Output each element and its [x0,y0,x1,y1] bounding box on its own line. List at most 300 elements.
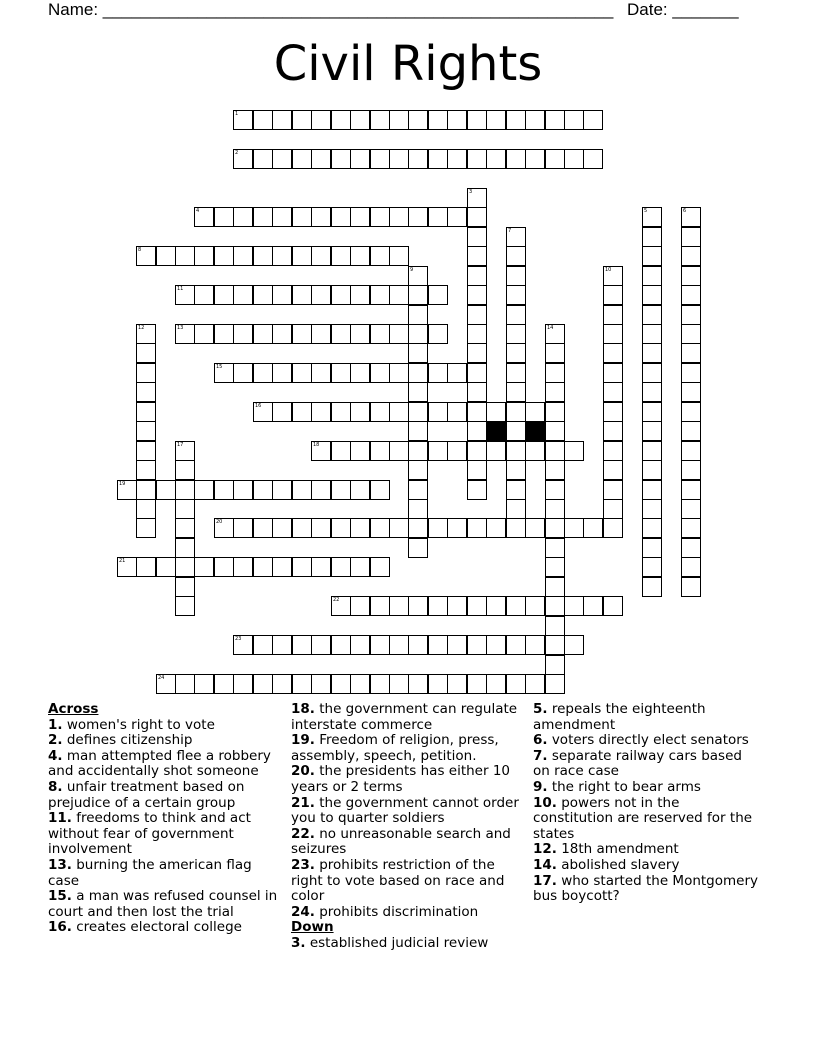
crossword-cell[interactable] [331,363,351,383]
crossword-cell[interactable] [311,557,331,577]
crossword-cell[interactable] [681,421,701,441]
crossword-cell[interactable] [506,246,526,266]
crossword-cell[interactable] [370,207,390,227]
crossword-cell[interactable] [408,266,428,286]
crossword-cell[interactable] [408,674,428,694]
crossword-cell[interactable] [292,635,312,655]
crossword-cell[interactable] [408,421,428,441]
crossword-cell[interactable] [467,227,487,247]
crossword-cell[interactable] [428,207,448,227]
crossword-cell[interactable] [681,557,701,577]
crossword-cell[interactable] [583,149,603,169]
crossword-cell[interactable] [603,324,623,344]
crossword-cell[interactable] [370,246,390,266]
crossword-cell[interactable] [194,285,214,305]
crossword-cell[interactable] [292,402,312,422]
crossword-cell[interactable] [233,363,253,383]
crossword-cell[interactable] [331,674,351,694]
crossword-cell[interactable] [408,149,428,169]
crossword-cell[interactable] [136,402,156,422]
crossword-cell[interactable] [253,480,273,500]
crossword-cell[interactable] [350,149,370,169]
date-field[interactable]: Date: _______ [627,0,739,19]
crossword-cell[interactable] [292,518,312,538]
crossword-cell[interactable] [233,110,253,130]
crossword-cell[interactable] [175,285,195,305]
crossword-cell[interactable] [214,363,234,383]
crossword-cell[interactable] [331,518,351,538]
crossword-cell[interactable] [136,480,156,500]
crossword-cell[interactable] [486,674,506,694]
crossword-cell[interactable] [350,246,370,266]
crossword-cell[interactable] [214,324,234,344]
crossword-cell[interactable] [233,518,253,538]
crossword-cell[interactable] [506,305,526,325]
crossword-cell[interactable] [331,635,351,655]
crossword-cell[interactable] [603,596,623,616]
crossword-cell[interactable] [175,577,195,597]
crossword-cell[interactable] [272,480,292,500]
crossword-cell[interactable] [408,480,428,500]
crossword-cell[interactable] [311,324,331,344]
crossword-cell[interactable] [408,343,428,363]
crossword-cell[interactable] [389,149,409,169]
crossword-cell[interactable] [681,518,701,538]
crossword-cell[interactable] [681,441,701,461]
crossword-cell[interactable] [467,343,487,363]
crossword-cell[interactable] [311,363,331,383]
crossword-cell[interactable] [370,635,390,655]
crossword-cell[interactable] [681,402,701,422]
crossword-cell[interactable] [681,246,701,266]
crossword-cell[interactable] [525,149,545,169]
crossword-cell[interactable] [331,110,351,130]
crossword-cell[interactable] [253,635,273,655]
crossword-cell[interactable] [545,343,565,363]
crossword-cell[interactable] [642,518,662,538]
crossword-cell[interactable] [603,480,623,500]
crossword-cell[interactable] [331,596,351,616]
crossword-cell[interactable] [428,324,448,344]
crossword-cell[interactable] [642,441,662,461]
crossword-cell[interactable] [292,324,312,344]
crossword-cell[interactable] [564,635,584,655]
crossword-cell[interactable] [545,382,565,402]
crossword-cell[interactable] [311,110,331,130]
crossword-cell[interactable] [564,149,584,169]
crossword-cell[interactable] [272,285,292,305]
crossword-cell[interactable] [389,110,409,130]
crossword-cell[interactable] [681,207,701,227]
crossword-cell[interactable] [447,441,467,461]
crossword-cell[interactable] [467,110,487,130]
crossword-cell[interactable] [194,557,214,577]
crossword-cell[interactable] [447,635,467,655]
crossword-cell[interactable] [253,402,273,422]
crossword-cell[interactable] [194,324,214,344]
crossword-cell[interactable] [486,518,506,538]
crossword-cell[interactable] [136,518,156,538]
crossword-cell[interactable] [408,363,428,383]
crossword-cell[interactable] [525,402,545,422]
crossword-cell[interactable] [370,402,390,422]
crossword-cell[interactable] [525,518,545,538]
crossword-cell[interactable] [272,518,292,538]
crossword-cell[interactable] [467,363,487,383]
crossword-cell[interactable] [545,421,565,441]
crossword-cell[interactable] [214,518,234,538]
crossword-cell[interactable] [428,363,448,383]
crossword-cell[interactable] [506,324,526,344]
crossword-cell[interactable] [467,149,487,169]
crossword-cell[interactable] [642,421,662,441]
crossword-cell[interactable] [603,285,623,305]
crossword-cell[interactable] [525,596,545,616]
crossword-cell[interactable] [311,635,331,655]
crossword-cell[interactable] [642,460,662,480]
crossword-cell[interactable] [545,110,565,130]
crossword-cell[interactable] [506,285,526,305]
crossword-cell[interactable] [447,363,467,383]
crossword-cell[interactable] [408,635,428,655]
crossword-cell[interactable] [214,480,234,500]
crossword-cell[interactable] [350,596,370,616]
crossword-cell[interactable] [175,324,195,344]
crossword-cell[interactable] [545,480,565,500]
crossword-cell[interactable] [603,266,623,286]
crossword-cell[interactable] [506,110,526,130]
crossword-cell[interactable] [175,246,195,266]
crossword-cell[interactable] [350,110,370,130]
crossword-cell[interactable] [603,382,623,402]
crossword-cell[interactable] [253,246,273,266]
crossword-cell[interactable] [506,149,526,169]
crossword-cell[interactable] [506,343,526,363]
crossword-cell[interactable] [370,441,390,461]
crossword-cell[interactable] [311,149,331,169]
crossword-cell[interactable] [525,674,545,694]
crossword-cell[interactable] [370,557,390,577]
crossword-cell[interactable] [389,207,409,227]
crossword-cell[interactable] [389,246,409,266]
crossword-cell[interactable] [681,285,701,305]
crossword-cell[interactable] [603,518,623,538]
crossword-cell[interactable] [506,596,526,616]
crossword-cell[interactable] [642,207,662,227]
crossword-cell[interactable] [467,207,487,227]
crossword-cell[interactable] [117,557,137,577]
crossword-cell[interactable] [350,285,370,305]
crossword-cell[interactable] [311,480,331,500]
crossword-cell[interactable] [681,499,701,519]
crossword-cell[interactable] [467,188,487,208]
crossword-cell[interactable] [603,499,623,519]
crossword-cell[interactable] [603,421,623,441]
crossword-cell[interactable] [214,557,234,577]
crossword-cell[interactable] [253,557,273,577]
crossword-cell[interactable] [486,110,506,130]
crossword-cell[interactable] [292,480,312,500]
crossword-cell[interactable] [642,227,662,247]
crossword-cell[interactable] [389,596,409,616]
crossword-cell[interactable] [486,441,506,461]
crossword-cell[interactable] [350,635,370,655]
crossword-cell[interactable] [408,538,428,558]
crossword-cell[interactable] [292,207,312,227]
crossword-cell[interactable] [272,207,292,227]
crossword-cell[interactable] [428,518,448,538]
crossword-cell[interactable] [681,577,701,597]
crossword-cell[interactable] [136,324,156,344]
crossword-cell[interactable] [428,635,448,655]
crossword-cell[interactable] [253,518,273,538]
crossword-cell[interactable] [642,324,662,344]
crossword-cell[interactable] [253,324,273,344]
crossword-cell[interactable] [331,324,351,344]
crossword-cell[interactable] [681,382,701,402]
crossword-cell[interactable] [506,402,526,422]
crossword-cell[interactable] [292,285,312,305]
crossword-cell[interactable] [545,518,565,538]
crossword-cell[interactable] [272,324,292,344]
crossword-cell[interactable] [428,596,448,616]
crossword-cell[interactable] [389,324,409,344]
crossword-cell[interactable] [408,596,428,616]
crossword-cell[interactable] [253,285,273,305]
crossword-cell[interactable] [370,363,390,383]
crossword-cell[interactable] [525,441,545,461]
crossword-cell[interactable] [525,635,545,655]
crossword-cell[interactable] [681,480,701,500]
crossword-cell[interactable] [681,538,701,558]
crossword-cell[interactable] [681,343,701,363]
crossword-cell[interactable] [136,246,156,266]
crossword-cell[interactable] [272,402,292,422]
crossword-cell[interactable] [545,538,565,558]
crossword-cell[interactable] [272,674,292,694]
crossword-cell[interactable] [350,207,370,227]
crossword-cell[interactable] [583,596,603,616]
crossword-cell[interactable] [292,557,312,577]
crossword-cell[interactable] [389,518,409,538]
crossword-cell[interactable] [545,149,565,169]
crossword-cell[interactable] [447,110,467,130]
crossword-cell[interactable] [175,596,195,616]
crossword-cell[interactable] [272,149,292,169]
crossword-cell[interactable] [642,577,662,597]
crossword-cell[interactable] [603,441,623,461]
crossword-cell[interactable] [389,285,409,305]
crossword-cell[interactable] [233,674,253,694]
crossword-cell[interactable] [506,480,526,500]
crossword-cell[interactable] [311,207,331,227]
crossword-cell[interactable] [642,246,662,266]
crossword-cell[interactable] [408,402,428,422]
crossword-cell[interactable] [292,363,312,383]
crossword-cell[interactable] [467,266,487,286]
crossword-cell[interactable] [408,207,428,227]
crossword-cell[interactable] [486,402,506,422]
crossword-cell[interactable] [272,635,292,655]
crossword-cell[interactable] [408,305,428,325]
crossword-cell[interactable] [603,343,623,363]
crossword-cell[interactable] [311,402,331,422]
crossword-cell[interactable] [408,499,428,519]
crossword-cell[interactable] [525,110,545,130]
crossword-cell[interactable] [272,363,292,383]
crossword-cell[interactable] [486,149,506,169]
crossword-cell[interactable] [175,674,195,694]
crossword-cell[interactable] [175,538,195,558]
crossword-cell[interactable] [156,557,176,577]
crossword-cell[interactable] [331,441,351,461]
crossword-cell[interactable] [156,246,176,266]
crossword-cell[interactable] [408,285,428,305]
crossword-cell[interactable] [156,674,176,694]
crossword-cell[interactable] [583,518,603,538]
crossword-cell[interactable] [506,635,526,655]
crossword-cell[interactable] [506,421,526,441]
crossword-cell[interactable] [175,480,195,500]
crossword-cell[interactable] [214,285,234,305]
crossword-cell[interactable] [311,441,331,461]
crossword-cell[interactable] [506,266,526,286]
crossword-cell[interactable] [350,480,370,500]
crossword-cell[interactable] [136,557,156,577]
crossword-cell[interactable] [331,557,351,577]
crossword-cell[interactable] [545,441,565,461]
crossword-cell[interactable] [545,577,565,597]
crossword-cell[interactable] [467,518,487,538]
crossword-cell[interactable] [194,674,214,694]
crossword-cell[interactable] [331,246,351,266]
crossword-cell[interactable] [506,499,526,519]
crossword-cell[interactable] [603,363,623,383]
crossword-cell[interactable] [350,557,370,577]
crossword-cell[interactable] [253,207,273,227]
crossword-cell[interactable] [156,480,176,500]
crossword-cell[interactable] [253,674,273,694]
crossword-cell[interactable] [603,305,623,325]
crossword-cell[interactable] [467,421,487,441]
crossword-cell[interactable] [583,110,603,130]
crossword-cell[interactable] [233,149,253,169]
crossword-cell[interactable] [486,635,506,655]
crossword-cell[interactable] [233,285,253,305]
crossword-cell[interactable] [117,480,137,500]
crossword-cell[interactable] [214,207,234,227]
crossword-cell[interactable] [447,518,467,538]
crossword-cell[interactable] [136,460,156,480]
crossword-cell[interactable] [545,674,565,694]
crossword-cell[interactable] [136,363,156,383]
crossword-cell[interactable] [467,305,487,325]
crossword-cell[interactable] [467,285,487,305]
crossword-cell[interactable] [311,246,331,266]
crossword-cell[interactable] [408,110,428,130]
crossword-cell[interactable] [350,363,370,383]
crossword-cell[interactable] [642,499,662,519]
crossword-cell[interactable] [564,110,584,130]
crossword-cell[interactable] [506,518,526,538]
crossword-cell[interactable] [642,266,662,286]
crossword-cell[interactable] [292,110,312,130]
crossword-cell[interactable] [370,518,390,538]
crossword-cell[interactable] [233,557,253,577]
crossword-cell[interactable] [350,518,370,538]
crossword-cell[interactable] [253,363,273,383]
crossword-cell[interactable] [681,227,701,247]
crossword-cell[interactable] [272,246,292,266]
crossword-cell[interactable] [370,480,390,500]
crossword-cell[interactable] [214,674,234,694]
crossword-cell[interactable] [292,246,312,266]
crossword-cell[interactable] [545,363,565,383]
crossword-cell[interactable] [389,635,409,655]
crossword-cell[interactable] [331,285,351,305]
crossword-cell[interactable] [408,460,428,480]
crossword-cell[interactable] [428,110,448,130]
crossword-cell[interactable] [311,674,331,694]
crossword-cell[interactable] [506,674,526,694]
crossword-cell[interactable] [545,655,565,675]
crossword-cell[interactable] [292,674,312,694]
crossword-cell[interactable] [506,460,526,480]
crossword-cell[interactable] [272,110,292,130]
crossword-cell[interactable] [350,324,370,344]
crossword-cell[interactable] [233,635,253,655]
crossword-cell[interactable] [389,441,409,461]
crossword-cell[interactable] [428,149,448,169]
crossword-cell[interactable] [136,421,156,441]
crossword-cell[interactable] [194,480,214,500]
crossword-cell[interactable] [506,227,526,247]
crossword-cell[interactable] [233,207,253,227]
crossword-cell[interactable] [467,246,487,266]
crossword-cell[interactable] [136,441,156,461]
crossword-cell[interactable] [331,480,351,500]
crossword-cell[interactable] [681,324,701,344]
crossword-cell[interactable] [214,246,234,266]
crossword-cell[interactable] [642,538,662,558]
crossword-cell[interactable] [467,402,487,422]
crossword-cell[interactable] [447,149,467,169]
crossword-cell[interactable] [428,402,448,422]
crossword-cell[interactable] [389,402,409,422]
crossword-cell[interactable] [253,149,273,169]
crossword-cell[interactable] [389,363,409,383]
crossword-cell[interactable] [233,480,253,500]
crossword-cell[interactable] [545,402,565,422]
crossword-cell[interactable] [545,616,565,636]
crossword-cell[interactable] [408,382,428,402]
crossword-cell[interactable] [408,518,428,538]
crossword-cell[interactable] [681,305,701,325]
crossword-cell[interactable] [564,518,584,538]
crossword-cell[interactable] [447,207,467,227]
crossword-cell[interactable] [331,207,351,227]
crossword-cell[interactable] [545,324,565,344]
crossword-cell[interactable] [136,382,156,402]
crossword-cell[interactable] [447,596,467,616]
crossword-cell[interactable] [175,518,195,538]
crossword-cell[interactable] [642,557,662,577]
crossword-cell[interactable] [331,149,351,169]
crossword-cell[interactable] [428,441,448,461]
crossword-cell[interactable] [370,674,390,694]
crossword-cell[interactable] [467,441,487,461]
crossword-cell[interactable] [350,441,370,461]
